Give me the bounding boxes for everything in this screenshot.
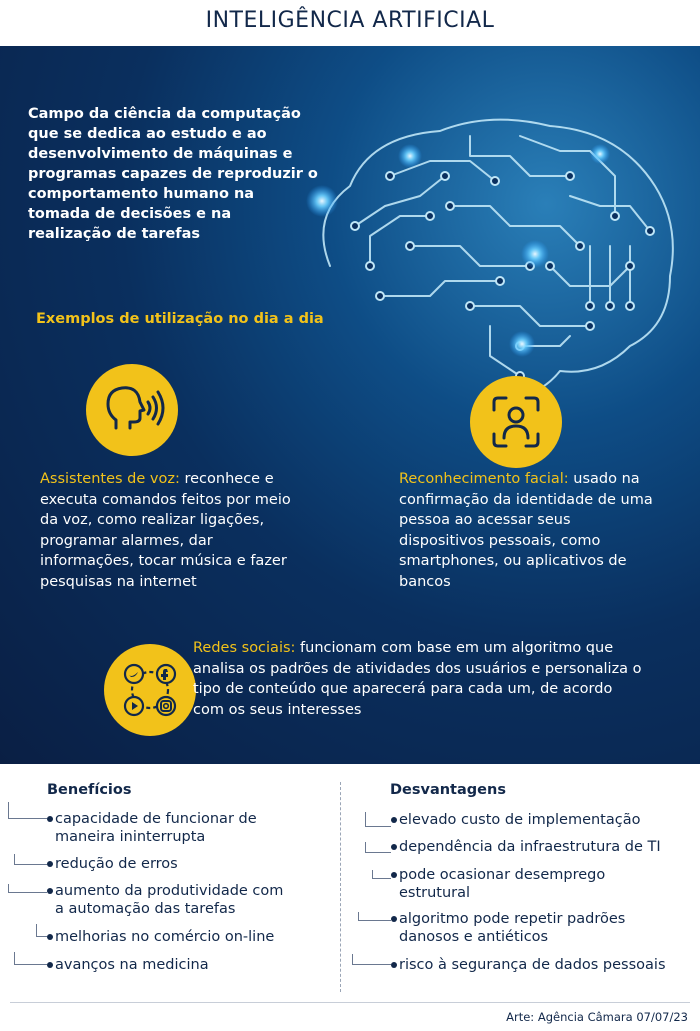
connector-line xyxy=(358,912,391,921)
disadvantage-text: algoritmo pode repetir padrões danosos e antiéticos xyxy=(399,911,626,945)
voice-assistant-description xyxy=(40,469,310,592)
face-recognition-description xyxy=(399,469,659,592)
column-divider xyxy=(340,782,341,992)
bullet-icon xyxy=(391,844,397,850)
social-networks-text: funcionam com base em um algoritmo que analisa os padrões de atividades dos usuários e personaliza o tipo de conteúdo que aparecerá para cada um, de acordo com os seus interesses xyxy=(193,640,642,718)
social-networks-label: Redes sociais: xyxy=(193,640,296,656)
disadvantage-text: dependência da infraestrutura de TI xyxy=(399,839,661,855)
page-title: INTELIGÊNCIA ARTIFICIAL xyxy=(205,8,495,33)
bullet-icon xyxy=(47,861,53,867)
benefit-text: avanços na medicina xyxy=(55,957,209,973)
connector-line xyxy=(365,842,391,853)
voice-assistant-badge xyxy=(86,364,178,456)
benefit-item xyxy=(55,928,315,946)
connector-line xyxy=(14,952,47,965)
benefit-text: capacidade de funcionar de maneira ininterrupta xyxy=(55,811,257,845)
bullet-icon xyxy=(47,962,53,968)
social-networks-badge xyxy=(104,644,196,736)
disadvantage-item xyxy=(399,838,689,856)
face-recognition-label: Reconhecimento facial: xyxy=(399,471,569,487)
voice-assistant-text: reconhece e executa comandos feitos por meio da voz, como realizar ligações, programar alarmes, dar informações, tocar música e fazer pesquisas na internet xyxy=(40,471,291,590)
bullet-icon xyxy=(391,872,397,878)
connector-line xyxy=(8,884,47,893)
benefit-item xyxy=(55,956,315,974)
benefits-title: Benefícios xyxy=(47,782,132,798)
dark-panel xyxy=(0,46,700,764)
bullet-icon xyxy=(391,916,397,922)
title-bar xyxy=(0,0,700,46)
social-networks-icon xyxy=(104,644,196,736)
voice-assistant-label: Assistentes de voz: xyxy=(40,471,180,487)
face-recognition-icon xyxy=(470,376,562,468)
benefit-item xyxy=(55,882,290,918)
disadvantage-item xyxy=(399,910,659,946)
intro-text: Campo da ciência da computação que se dedica ao estudo e ao desenvolvimento de máquinas e programas capazes de reproduzir o comportamento humano na tomada de decisões e na realização de tarefas xyxy=(28,106,318,242)
footer-divider xyxy=(10,1002,690,1003)
disadvantages-title: Desvantagens xyxy=(390,782,506,798)
examples-heading: Exemplos de utilização no dia a dia xyxy=(36,311,324,327)
benefit-text: aumento da produtividade com a automação das tarefas xyxy=(55,883,284,917)
disadvantage-text: elevado custo de implementação xyxy=(399,812,641,828)
credit-text: Arte: Agência Câmara 07/07/23 xyxy=(506,1010,688,1024)
face-recognition-text: usado na confirmação da identidade de uma pessoa ao acessar seus dispositivos pessoais, como smartphones, ou aplicativos de bancos xyxy=(399,471,653,590)
bullet-icon xyxy=(47,934,53,940)
benefit-item xyxy=(55,810,315,846)
benefit-text: melhorias no comércio on-line xyxy=(55,929,275,945)
disadvantage-item xyxy=(399,866,639,902)
circuit-brain-illustration xyxy=(270,96,690,416)
disadvantage-text: risco à segurança de dados pessoais xyxy=(399,957,666,973)
voice-assistant-icon xyxy=(86,364,178,456)
connector-line xyxy=(36,924,47,937)
benefit-item xyxy=(55,855,315,873)
disadvantage-item xyxy=(399,811,689,829)
connector-line xyxy=(372,870,391,879)
face-recognition-badge xyxy=(470,376,562,468)
social-networks-description xyxy=(193,638,643,720)
pros-cons-section xyxy=(0,764,700,1031)
connector-line xyxy=(352,954,391,965)
bullet-icon xyxy=(391,962,397,968)
bullet-icon xyxy=(47,816,53,822)
disadvantage-item xyxy=(399,956,689,974)
disadvantage-text: pode ocasionar desemprego estrutural xyxy=(399,867,606,901)
connector-line xyxy=(14,854,47,865)
benefit-text: redução de erros xyxy=(55,856,178,872)
connector-line xyxy=(365,812,391,827)
connector-line xyxy=(8,802,47,819)
bullet-icon xyxy=(47,888,53,894)
bullet-icon xyxy=(391,817,397,823)
